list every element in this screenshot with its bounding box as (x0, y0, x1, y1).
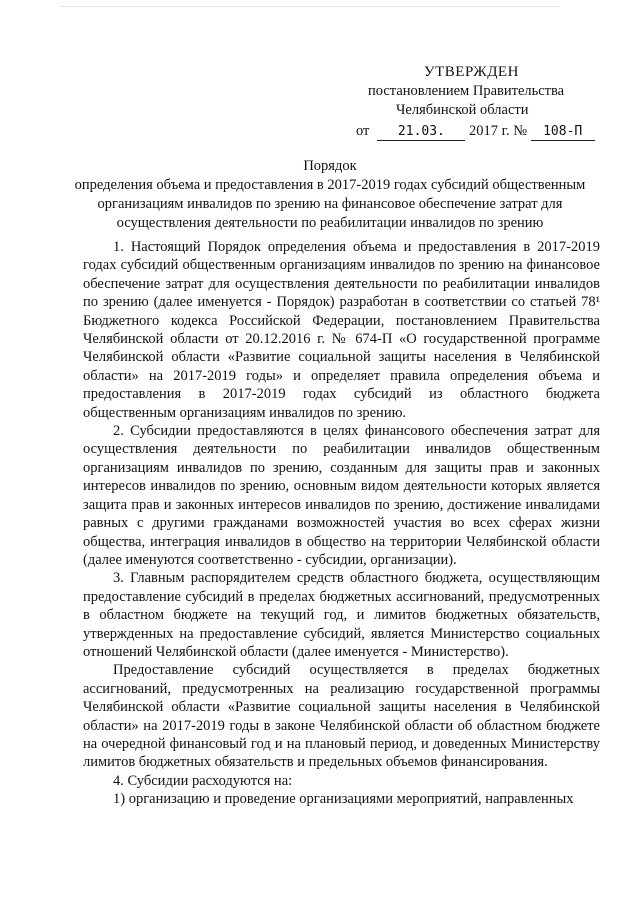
document-body (83, 238, 600, 809)
approval-number-value: 108-П (531, 124, 595, 141)
approval-date-line (356, 122, 606, 141)
paragraph-2: 2. Субсидии предоставляются в целях финансового обеспечения затрат для осуществления деятельности по реабилитации инвалидов общественным организациям инвалидов по зрению, созданным для защиты прав и законных интересов инвалидов по зрению, основным видом деятельности которых является защита прав и законных интересов инвалидов по зрению, достижение инвалидами равных с другими гражданами возможностей участия во всех сферах жизни общества, интеграция инвалидов в общество на территории Челябинской области (далее именуются соответственно - субсидии, организации). (83, 423, 600, 568)
paragraph-3: 3. Главным распорядителем средств областного бюджета, осуществляющим предоставление субсидий в пределах бюджетных ассигнований, предусмотренных в областном бюджете на текущий год, и лимитов бюджетных обязательств, утвержденных на предоставление субсидий, является Министерство социальных отношений Челябинской области (далее именуется - Министерство). (83, 570, 600, 660)
scan-artifact-line (60, 6, 560, 11)
approval-date-prefix: от (356, 123, 370, 139)
approval-line-region: Челябинской области (396, 102, 529, 118)
document-title: Порядок (303, 158, 357, 174)
approval-title: УТВЕРЖДЕН (424, 64, 519, 80)
approval-year-label: 2017 г. № (469, 123, 528, 139)
paragraph-4: Предоставление субсидий осуществляется в пределах бюджетных ассигнований, предусмотренных на реализацию государственной программы Челябинской области «Развитие социальной защиты населения в Челябинской области» на 2017-2019 годы в законе Челябинской области об областном бюджете на очередной финансовый год и на плановый период, и доведенных Министерству лимитов бюджетных обязательств и предельных объемов финансирования. (83, 662, 600, 771)
document-heading (60, 157, 600, 233)
paragraph-5: 4. Субсидии расходуются на: (113, 772, 293, 789)
approval-line-resolution: постановлением Правительства (368, 83, 565, 99)
document-subtitle: определения объема и предоставления в 2017-2019 годах субсидий общественным организациям инвалидов по зрению на финансовое обеспечение затрат для осуществления деятельности по реабилитации инвалидов по зрению (74, 177, 586, 231)
approval-date-value: 21.03. (377, 124, 465, 141)
approval-stamp (356, 63, 606, 141)
paragraph-6: 1) организацию и проведение организациями мероприятий, направленных (113, 791, 574, 808)
paragraph-1: 1. Настоящий Порядок определения объема и предоставления в 2017-2019 годах субсидий общественным организациям инвалидов по зрению на финансовое обеспечение затрат для осуществления деятельности по реабилитации инвалидов по зрению (далее именуется - Порядок) разработан в соответствии со статьей 78¹ Бюджетного кодекса Российской Федерации, постановлением Правительства Челябинской области от 20.12.2016 г. № 674-П «О государственной программе Челябинской области «Развитие социальной защиты населения в Челябинской области» на 2017-2019 годы» и определяет правила определения объема и предоставления в 2017-2019 годах субсидий из областного бюджета общественным организациям инвалидов по зрению. (83, 239, 600, 421)
